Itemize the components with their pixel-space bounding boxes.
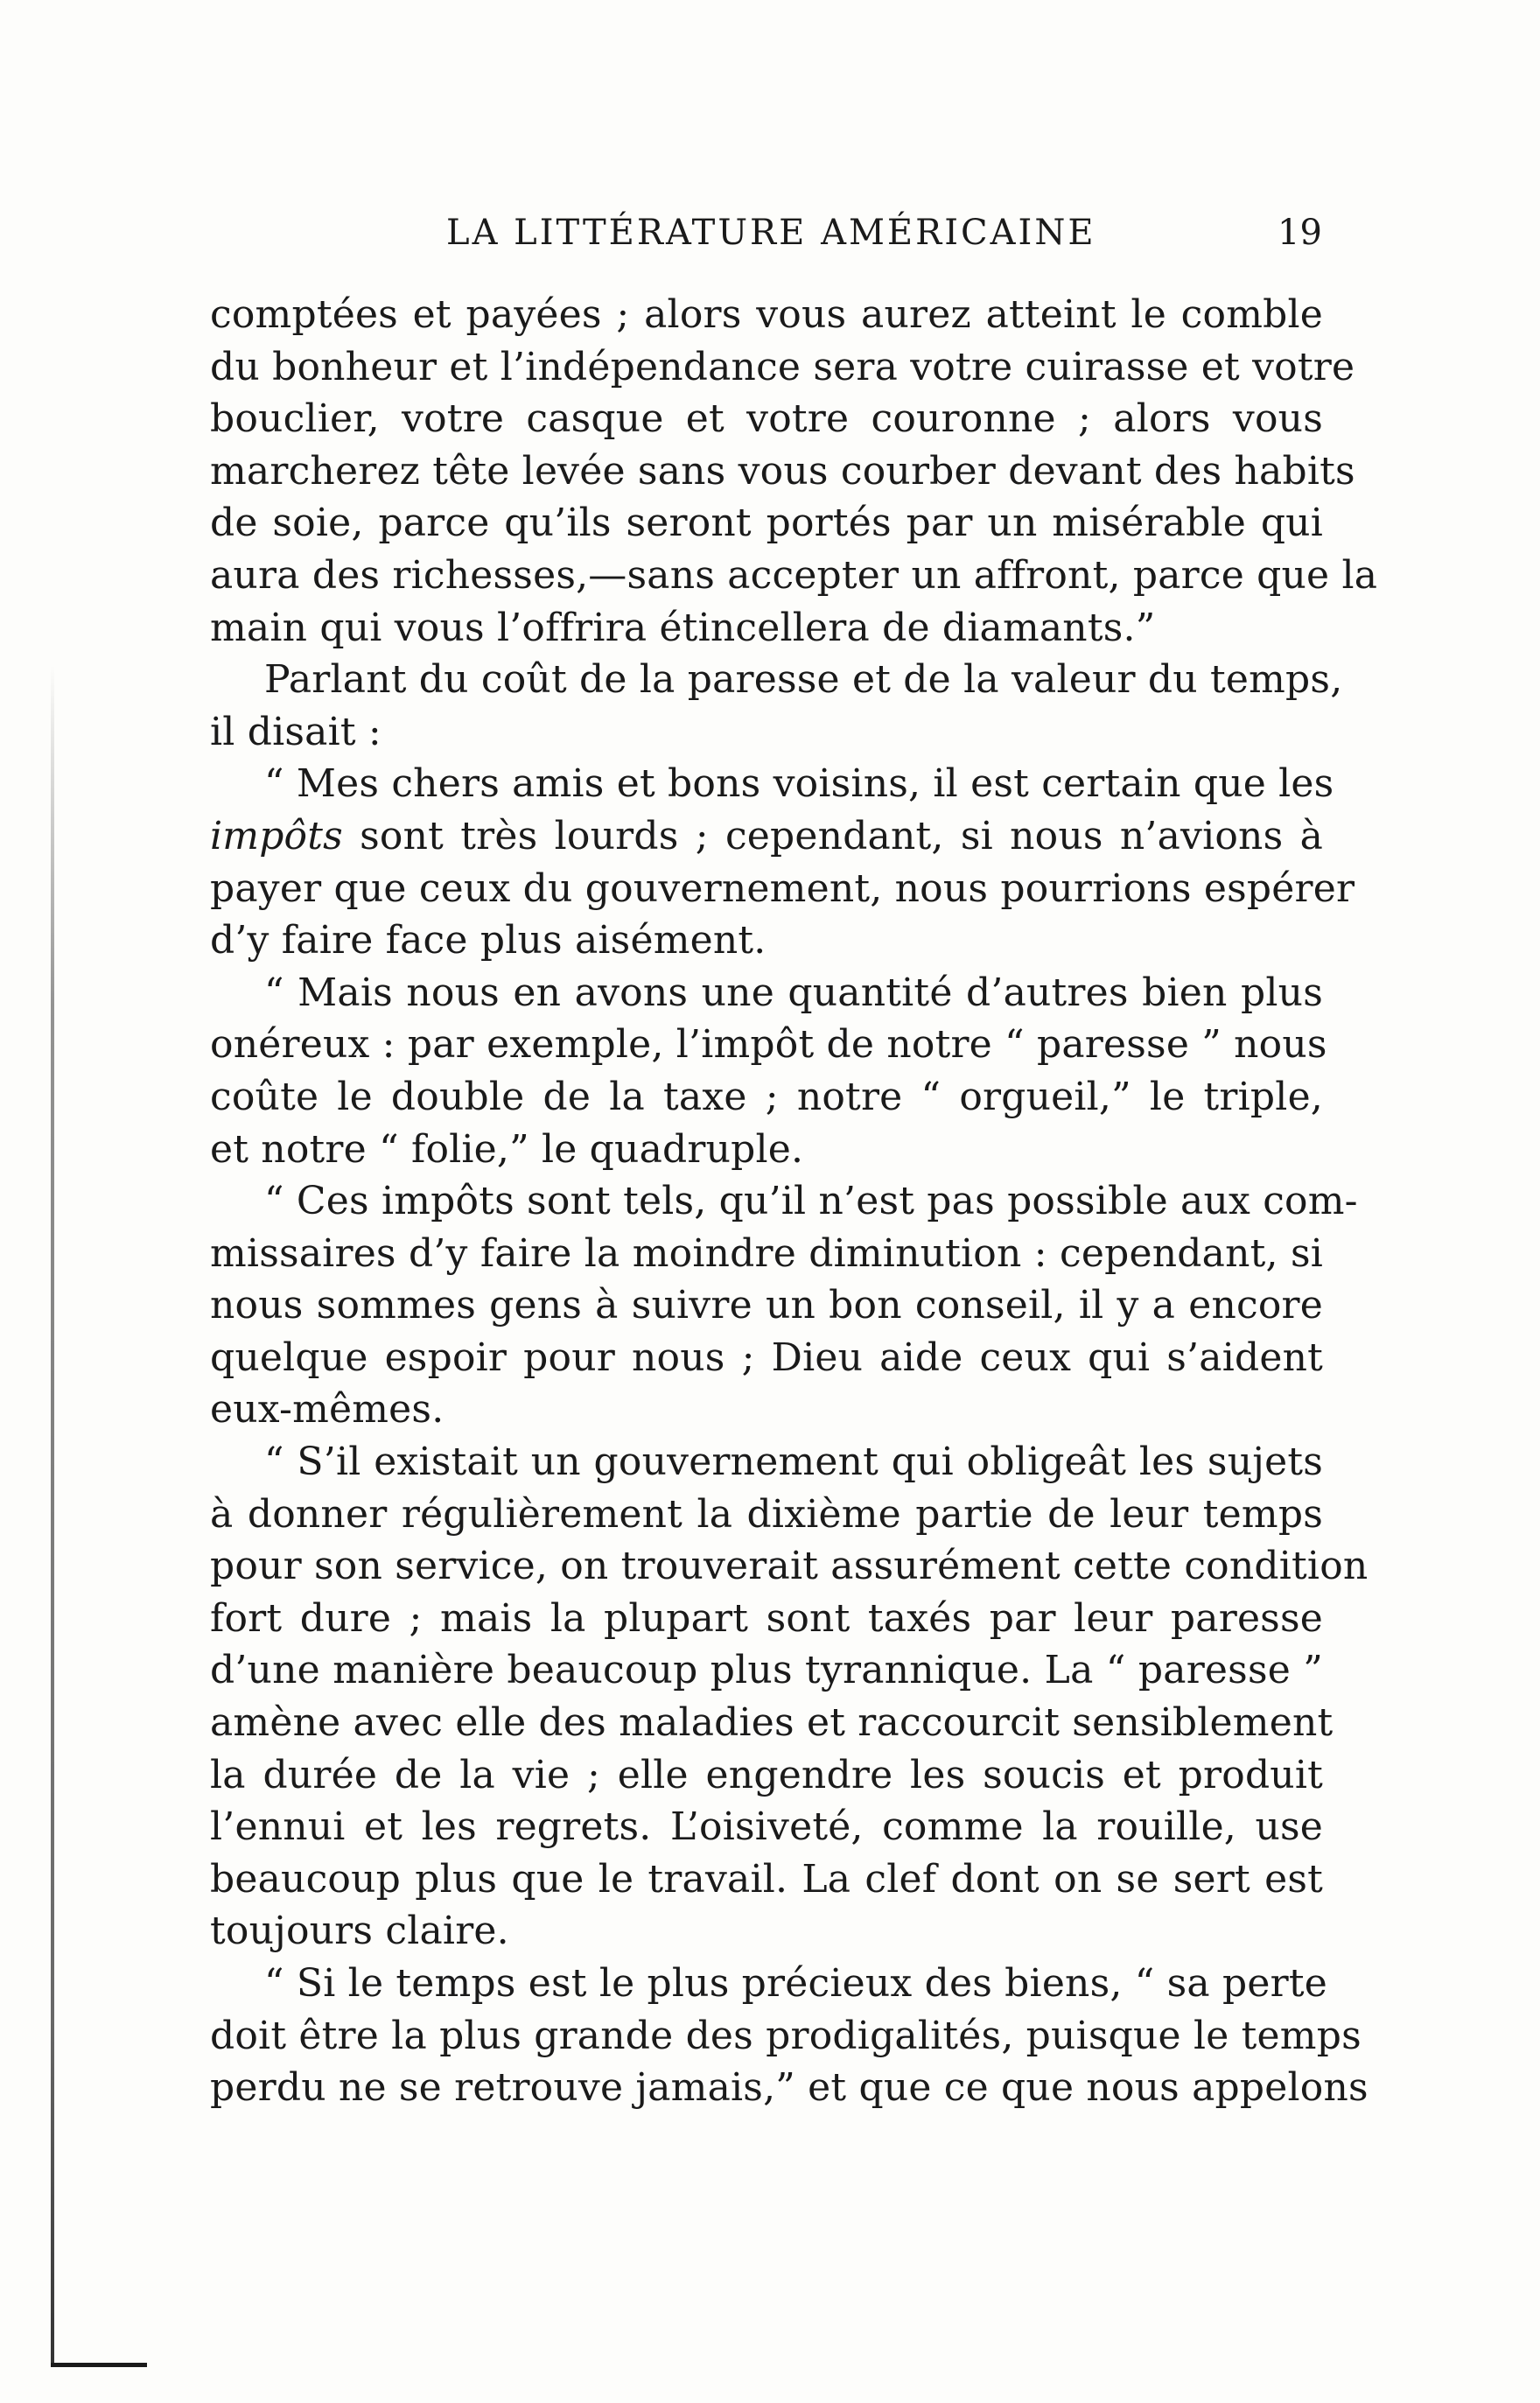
- text-line: eux-mêmes.: [210, 1387, 444, 1433]
- binding-edge-shadow: [51, 665, 54, 2363]
- italic-word: impôts: [210, 813, 343, 858]
- page-header: [446, 213, 1321, 265]
- text-line: perdu ne se retrouve jamais,” et que ce que nous appelons: [210, 2065, 1368, 2111]
- text-line: “ Mes chers amis et bons voisins, il est certain que les: [264, 761, 1334, 807]
- text-line: “ S’il existait un gouvernement qui obligeât les sujets: [264, 1440, 1323, 1485]
- text-line: pour son service, on trouverait assurément cette condition: [210, 1544, 1368, 1589]
- body-text: [210, 289, 1378, 2114]
- text-line: main qui vous l’offrira étincellera de diamants.”: [210, 605, 1156, 650]
- page-number: 19: [1278, 213, 1322, 253]
- text-line: quelque espoir pour nous ; Dieu aide ceux qui s’aident: [210, 1335, 1323, 1380]
- text-line: payer que ceux du gouvernement, nous pourrions espérer: [210, 865, 1355, 911]
- text-line: il disait :: [210, 709, 382, 754]
- text-line: fort dure ; mais la plupart sont taxés par leur paresse: [210, 1595, 1323, 1641]
- text-line: coûte le double de la taxe ; notre “ orgueil,” le triple,: [210, 1074, 1323, 1119]
- text-line: d’y faire face plus aisément.: [210, 918, 766, 963]
- text-line: et notre “ folie,” le quadruple.: [210, 1126, 804, 1172]
- text-line: amène avec elle des maladies et raccourcit sensiblement: [210, 1700, 1334, 1746]
- text-line: missaires d’y faire la moindre diminution : cependant, si: [210, 1230, 1323, 1276]
- text-line: doit être la plus grande des prodigalités, puisque le temps: [210, 2013, 1362, 2058]
- text-line: beaucoup plus que le travail. La clef dont on se sert est: [210, 1856, 1323, 1902]
- text-line: “ Ces impôts sont tels, qu’il n’est pas possible aux com-: [264, 1179, 1358, 1224]
- text-line: de soie, parce qu’ils seront portés par un misérable qui: [210, 501, 1323, 546]
- text-line: aura des richesses,—sans accepter un affront, parce que la: [210, 552, 1378, 598]
- text-line: “ Mais nous en avons une quantité d’autres bien plus: [264, 970, 1323, 1015]
- text-line: comptées et payées ; alors vous aurez atteint le comble: [210, 292, 1323, 337]
- text-line: d’une manière beaucoup plus tyrannique. La “ paresse ”: [210, 1648, 1323, 1693]
- text-line: onéreux : par exemple, l’impôt de notre “ paresse ” nous: [210, 1022, 1327, 1068]
- text-line: Parlant du coût de la paresse et de la valeur du temps,: [264, 657, 1343, 703]
- text-line: du bonheur et l’indépendance sera votre cuirasse et votre: [210, 344, 1355, 389]
- text-line-rest: sont très lourds ; cependant, si nous n’avions à: [360, 813, 1324, 858]
- text-line: bouclier, votre casque et votre couronne ; alors vous: [210, 396, 1323, 442]
- running-title: LA LITTÉRATURE AMÉRICAINE: [446, 213, 1096, 253]
- binding-edge-foot: [51, 2363, 147, 2367]
- text-line: la durée de la vie ; elle engendre les soucis et produit: [210, 1752, 1323, 1797]
- text-line: l’ennui et les regrets. L’oisiveté, comme la rouille, use: [210, 1804, 1323, 1850]
- text-line: nous sommes gens à suivre un bon conseil, il y a encore: [210, 1283, 1323, 1328]
- text-line: “ Si le temps est le plus précieux des biens, “ sa perte: [264, 1961, 1327, 2006]
- text-line: toujours claire.: [210, 1909, 509, 1954]
- text-line-with-italic: [210, 810, 1323, 863]
- text-line: à donner régulièrement la dixième partie de leur temps: [210, 1491, 1323, 1537]
- text-line: marcherez tête levée sans vous courber devant des habits: [210, 448, 1355, 494]
